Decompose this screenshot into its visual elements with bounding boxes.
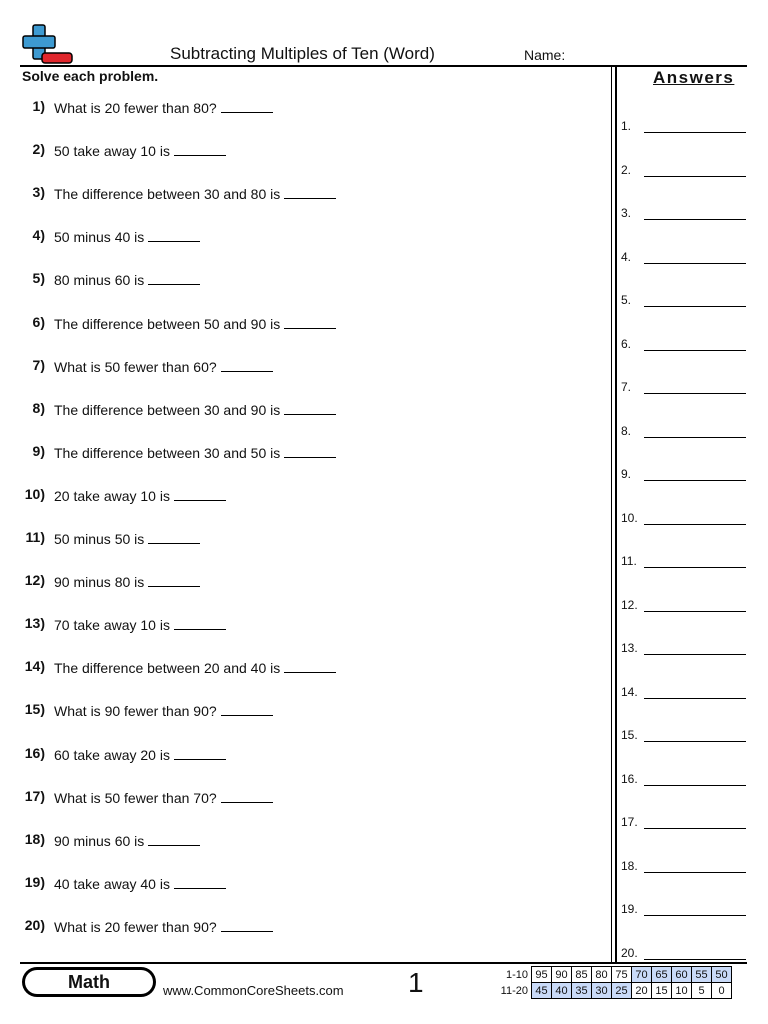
answer-number: 19. bbox=[621, 902, 638, 916]
problem-number: 6) bbox=[32, 313, 45, 330]
problem-text: 40 take away 40 is bbox=[54, 875, 170, 892]
score-cell: 80 bbox=[592, 967, 612, 983]
problem-text: What is 90 fewer than 90? bbox=[54, 703, 217, 720]
answer-number: 17. bbox=[621, 815, 638, 829]
score-table bbox=[497, 966, 732, 999]
answer-number: 10. bbox=[621, 510, 638, 525]
site-url: www.CommonCoreSheets.com bbox=[163, 983, 344, 998]
problem-text: The difference between 20 and 40 is bbox=[54, 660, 281, 677]
problem-text: 70 take away 10 is bbox=[54, 617, 170, 634]
answer-number: 15. bbox=[621, 728, 638, 742]
answer-line[interactable] bbox=[644, 263, 746, 264]
answer-blank[interactable] bbox=[174, 141, 226, 156]
instructions: Solve each problem. bbox=[22, 68, 159, 84]
score-cell: 85 bbox=[572, 967, 592, 983]
problem-number: 3) bbox=[32, 184, 45, 201]
problem-text-wrap bbox=[54, 615, 226, 633]
answer-blank[interactable] bbox=[174, 486, 226, 501]
answer-line[interactable] bbox=[644, 350, 746, 351]
answer-number: 1. bbox=[621, 119, 632, 133]
answer-line[interactable] bbox=[644, 915, 746, 916]
answer-line[interactable] bbox=[644, 872, 746, 873]
problem-text-wrap bbox=[54, 788, 273, 806]
answer-blank[interactable] bbox=[148, 227, 200, 242]
problem-number: 9) bbox=[32, 442, 45, 459]
page-title: Subtracting Multiples of Ten (Word) bbox=[170, 44, 435, 63]
problem-text-wrap bbox=[54, 572, 200, 590]
problem-text-wrap bbox=[54, 917, 273, 935]
problem-text-wrap bbox=[54, 357, 273, 375]
score-cell: 35 bbox=[572, 983, 592, 999]
problem-text: What is 50 fewer than 70? bbox=[54, 789, 217, 806]
answer-line[interactable] bbox=[644, 741, 746, 742]
problem-number: 1) bbox=[32, 98, 45, 114]
answer-line[interactable] bbox=[644, 654, 746, 655]
problem-text-wrap bbox=[54, 400, 336, 418]
problem-text: The difference between 30 and 80 is bbox=[54, 186, 281, 203]
answer-blank[interactable] bbox=[148, 529, 200, 544]
problem-number: 19) bbox=[24, 873, 45, 890]
name-label: Name: bbox=[524, 47, 566, 63]
answer-number: 2. bbox=[621, 162, 632, 177]
problem-text: 20 take away 10 is bbox=[54, 487, 170, 504]
problem-text: 80 minus 60 is bbox=[54, 272, 145, 289]
answer-number: 5. bbox=[621, 293, 632, 307]
answer-blank[interactable] bbox=[221, 788, 273, 803]
answer-number: 18. bbox=[621, 858, 638, 873]
answer-blank[interactable] bbox=[148, 831, 200, 846]
answer-line[interactable] bbox=[644, 828, 746, 829]
score-cell: 0 bbox=[712, 983, 732, 999]
score-range-label: 1-10 bbox=[505, 968, 528, 981]
problem-text-wrap bbox=[54, 831, 200, 849]
answer-line[interactable] bbox=[644, 437, 746, 438]
answer-number: 3. bbox=[621, 206, 632, 220]
score-row bbox=[497, 983, 732, 999]
top-rule bbox=[20, 65, 747, 67]
subject-badge bbox=[22, 967, 156, 997]
answer-line[interactable] bbox=[644, 611, 746, 612]
problem-number: 16) bbox=[24, 744, 45, 761]
answer-blank[interactable] bbox=[284, 400, 336, 415]
problem-text-wrap bbox=[54, 314, 336, 332]
answer-number: 9. bbox=[621, 467, 632, 481]
problem-text-wrap bbox=[54, 270, 200, 288]
score-cell: 55 bbox=[692, 967, 712, 983]
score-cell: 50 bbox=[712, 967, 732, 983]
answer-line[interactable] bbox=[644, 219, 746, 220]
score-cell: 75 bbox=[612, 967, 632, 983]
problem-text-wrap bbox=[54, 658, 336, 676]
answer-line[interactable] bbox=[644, 698, 746, 699]
answer-line[interactable] bbox=[644, 393, 746, 394]
problem-number: 15) bbox=[24, 701, 45, 718]
score-cell: 70 bbox=[632, 967, 652, 983]
problem-text-wrap bbox=[54, 443, 336, 461]
answer-blank[interactable] bbox=[174, 874, 226, 889]
score-cell: 40 bbox=[552, 983, 572, 999]
problem-number: 2) bbox=[32, 141, 45, 158]
score-cell: 25 bbox=[612, 983, 632, 999]
column-divider bbox=[611, 67, 612, 962]
answer-blank[interactable] bbox=[221, 701, 273, 716]
problem-text: 90 minus 60 is bbox=[54, 832, 145, 849]
answer-line[interactable] bbox=[644, 959, 746, 960]
problem-text-wrap bbox=[54, 184, 336, 202]
problem-text: What is 20 fewer than 90? bbox=[54, 918, 217, 935]
score-cell: 5 bbox=[692, 983, 712, 999]
problem-text: 50 take away 10 is bbox=[54, 143, 170, 160]
problem-text: What is 20 fewer than 80? bbox=[54, 100, 217, 116]
answer-number: 11. bbox=[621, 554, 637, 568]
answer-blank[interactable] bbox=[284, 443, 336, 458]
problem-number: 10) bbox=[24, 485, 45, 502]
problem-text-wrap bbox=[54, 529, 200, 547]
subject-label: Math bbox=[25, 970, 153, 994]
problem-number: 5) bbox=[32, 270, 45, 287]
answer-blank[interactable] bbox=[148, 572, 200, 587]
answer-number: 14. bbox=[621, 684, 638, 699]
answer-number: 16. bbox=[621, 771, 638, 786]
answer-line[interactable] bbox=[644, 306, 746, 307]
problem-text: 50 minus 50 is bbox=[54, 531, 145, 547]
problem-text-wrap bbox=[54, 227, 200, 245]
answer-line[interactable] bbox=[644, 524, 746, 525]
problem-number: 18) bbox=[24, 830, 45, 847]
answer-blank[interactable] bbox=[148, 270, 200, 285]
score-range-label: 11-20 bbox=[500, 984, 528, 997]
answer-line[interactable] bbox=[644, 785, 746, 786]
score-cell: 30 bbox=[592, 983, 612, 999]
answer-line[interactable] bbox=[644, 567, 746, 568]
column-divider bbox=[615, 67, 617, 962]
problem-number: 11) bbox=[25, 529, 45, 545]
problem-text: The difference between 30 and 50 is bbox=[54, 444, 281, 461]
problem-text-wrap bbox=[54, 98, 273, 116]
answer-line[interactable] bbox=[644, 132, 746, 133]
score-cell: 95 bbox=[532, 967, 552, 983]
problem-text: What is 50 fewer than 60? bbox=[54, 358, 217, 375]
answer-blank[interactable] bbox=[284, 184, 336, 199]
problem-text: The difference between 30 and 90 is bbox=[54, 401, 281, 418]
score-cell: 20 bbox=[632, 983, 652, 999]
problem-text-wrap bbox=[54, 745, 226, 763]
problem-text: The difference between 50 and 90 is bbox=[54, 315, 281, 332]
answer-number: 7. bbox=[621, 380, 632, 394]
problem-number: 14) bbox=[24, 658, 45, 675]
answer-number: 6. bbox=[621, 336, 632, 351]
answer-blank[interactable] bbox=[221, 917, 273, 932]
answer-blank[interactable] bbox=[221, 98, 273, 113]
problem-number: 7) bbox=[32, 356, 45, 373]
problem-text-wrap bbox=[54, 874, 226, 892]
score-cell: 10 bbox=[672, 983, 692, 999]
problem-text-wrap bbox=[54, 701, 273, 719]
problem-text: 90 minus 80 is bbox=[54, 574, 145, 591]
answer-number: 12. bbox=[621, 597, 638, 612]
answer-blank[interactable] bbox=[221, 357, 273, 372]
plus-minus-icon bbox=[22, 24, 74, 66]
answer-number: 13. bbox=[621, 641, 638, 655]
problem-text: 50 minus 40 is bbox=[54, 229, 145, 246]
answer-number: 4. bbox=[621, 249, 632, 264]
answer-blank[interactable] bbox=[284, 658, 336, 673]
score-cell: 65 bbox=[652, 967, 672, 983]
problem-number: 17) bbox=[24, 787, 45, 804]
score-cell: 60 bbox=[672, 967, 692, 983]
problem-text-wrap bbox=[54, 486, 226, 504]
answer-number: 8. bbox=[621, 423, 632, 438]
answer-blank[interactable] bbox=[174, 615, 226, 630]
score-row bbox=[497, 967, 732, 983]
score-cell: 15 bbox=[652, 983, 672, 999]
answer-number: 20. bbox=[621, 945, 638, 960]
problem-number: 12) bbox=[24, 572, 45, 589]
page-number: 1 bbox=[408, 967, 424, 998]
answer-blank[interactable] bbox=[174, 745, 226, 760]
score-cell: 90 bbox=[552, 967, 572, 983]
problem-number: 20) bbox=[24, 916, 45, 933]
problem-text-wrap bbox=[54, 141, 226, 159]
problem-number: 13) bbox=[24, 615, 45, 632]
score-cell: 45 bbox=[532, 983, 552, 999]
bottom-rule bbox=[20, 962, 747, 964]
problem-number: 8) bbox=[32, 399, 45, 416]
problem-number: 4) bbox=[32, 227, 45, 244]
answers-title: Answers bbox=[653, 68, 735, 87]
problem-text: 60 take away 20 is bbox=[54, 746, 170, 763]
answer-line[interactable] bbox=[644, 176, 746, 177]
answer-line[interactable] bbox=[644, 480, 746, 481]
answer-blank[interactable] bbox=[284, 314, 336, 329]
